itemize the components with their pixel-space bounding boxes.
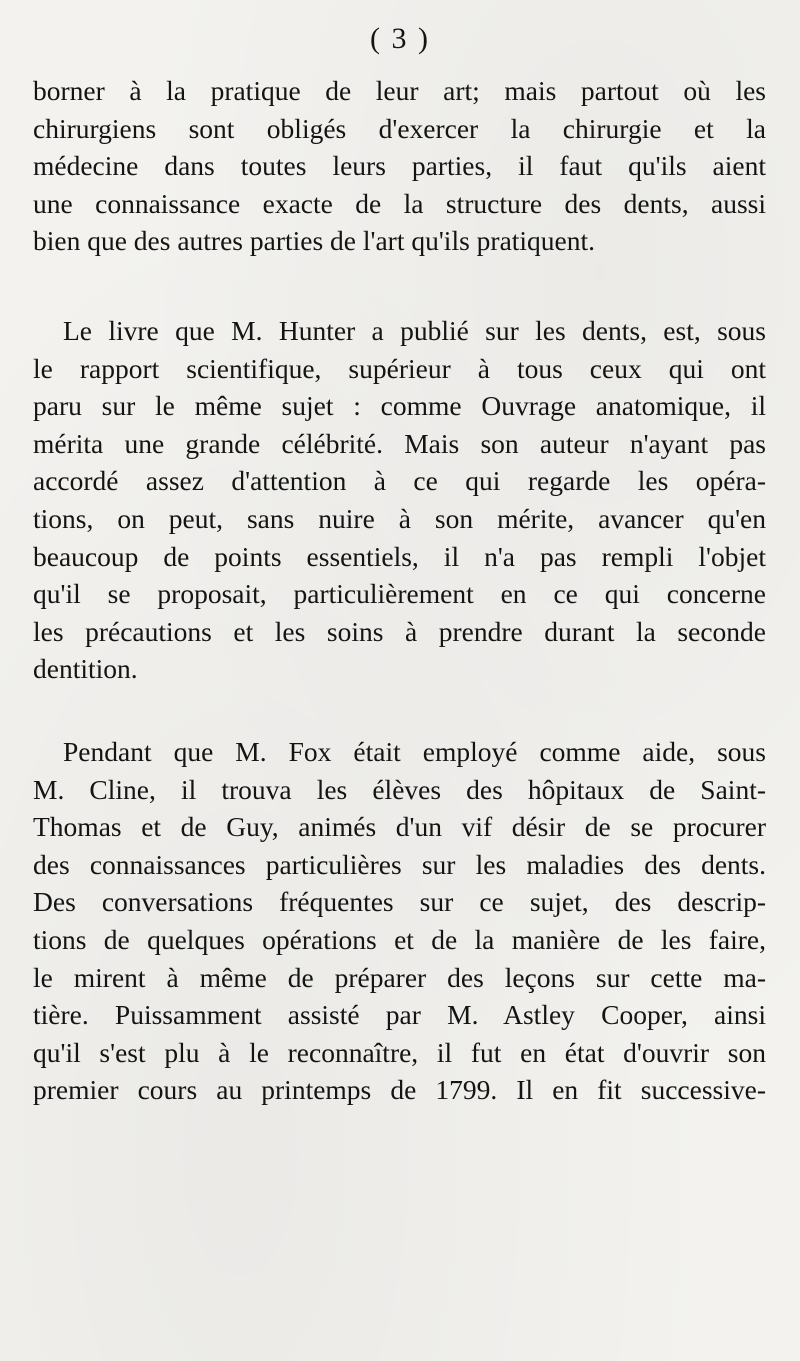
text-line: Thomas et de Guy, animés d'un vif désir de se procurer <box>33 811 766 843</box>
paragraph-2 <box>33 312 766 688</box>
text-line: Pendant que M. Fox était employé comme aide, sous <box>63 736 766 767</box>
text-line: accordé assez d'attention à ce qui regarde les opéra- <box>33 465 766 497</box>
text-line: dentition. <box>33 653 138 685</box>
text-line: borner à la pratique de leur art; mais partout où les <box>33 75 766 106</box>
text-line: beaucoup de points essentiels, il n'a pas rempli l'objet <box>33 540 766 572</box>
text-line: Le livre que M. Hunter a publié sur les dents, est, sous <box>63 315 766 346</box>
text-line: Des conversations fréquentes sur ce sujet, des descrip- <box>33 886 766 918</box>
text-line: médecine dans toutes leurs parties, il faut qu'ils aient <box>33 150 766 182</box>
text-line: qu'il se proposait, particulièrement en ce qui concerne <box>33 578 766 610</box>
paragraph-3 <box>33 733 766 1109</box>
text-line: des connaissances particulières sur les maladies des dents. <box>33 848 766 880</box>
page-number: ( 3 ) <box>370 22 430 55</box>
text-line: le rapport scientifique, supérieur à tous ceux qui ont <box>33 352 766 384</box>
paragraph-1 <box>33 72 766 260</box>
text-line: une connaissance exacte de la structure des dents, aussi <box>33 187 766 219</box>
text-line: M. Cline, il trouva les élèves des hôpitaux de Saint- <box>33 773 766 805</box>
text-line: chirurgiens sont obligés d'exercer la chirurgie et la <box>33 112 766 144</box>
text-line: tière. Puissamment assisté par M. Astley Cooper, ainsi <box>33 999 766 1031</box>
text-line: le mirent à même de préparer des leçons sur cette ma- <box>33 961 766 993</box>
text-line: mérita une grande célébrité. Mais son auteur n'ayant pas <box>33 427 766 459</box>
text-line: les précautions et les soins à prendre durant la seconde <box>33 615 766 647</box>
text-line: tions de quelques opérations et de la manière de les faire, <box>33 923 766 955</box>
text-line: tions, on peut, sans nuire à son mérite, avancer qu'en <box>33 502 766 534</box>
text-line: bien que des autres parties de l'art qu'ils pratiquent. <box>33 225 596 257</box>
text-line: qu'il s'est plu à le reconnaître, il fut en état d'ouvrir son <box>33 1036 766 1068</box>
text-line: paru sur le même sujet : comme Ouvrage anatomique, il <box>33 390 766 422</box>
text-line: premier cours au printemps de 1799. Il en fit successive- <box>33 1074 766 1106</box>
